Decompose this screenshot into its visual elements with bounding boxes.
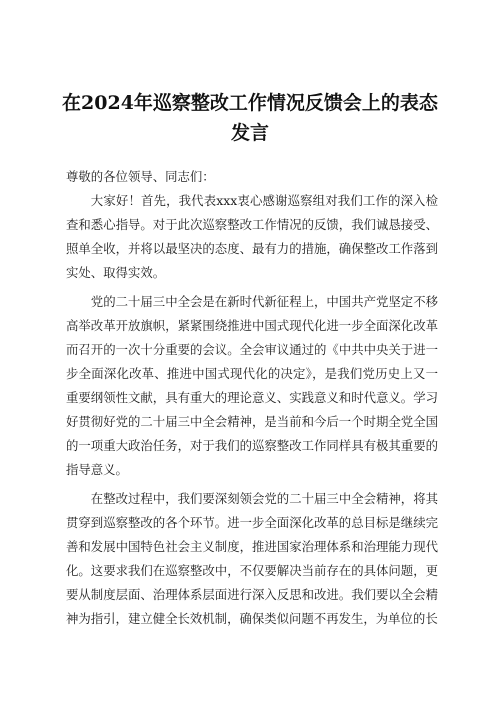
paragraph-1: 大家好！首先，我代表xxx衷心感谢巡察组对我们工作的深入检查和悉心指导。对于此次巡察整改工作情况的反馈，我们诚恳接受、照单全收，并将以最坚决的态度、最有力的措施，确保整改工作落到实处、取得实效。: [66, 193, 438, 280]
paragraph-3: 在整改过程中，我们要深刻领会党的二十届三中全会精神，将其贯穿到巡察整改的各个环节。进一步全面深化改革的总目标是继续完善和发展中国特色社会主义制度，推进国家治理体系和治理能力现代化。这要求我们在巡察整改中，不仅要解决当前存在的具体问题，更要从制度层面、治理体系层面进行深入反思和改进。我们要以全会精神为指引，建立健全长效机制，确保类似问题不再发生，为单位的长: [66, 491, 438, 626]
paragraph-2: 党的二十届三中全会是在新时代新征程上，中国共产党坚定不移高举改革开放旗帜，紧紧围绕推进中国式现代化进一步全面深化改革而召开的一次十分重要的会议。全会审议通过的《中共中央关于进一步全面深化改革、推进中国式现代化的决定》，是我们党历史上又一重要纲领性文献，具有重大的理论意义、实践意义和时代意义。学习好贯彻好党的二十届三中全会精神，是当前和今后一个时期全党全国的一项重大政治任务，对于我们的巡察整改工作同样具有极其重要的指导意义。: [66, 294, 438, 477]
salutation: 尊敬的各位领导、同志们：: [66, 169, 215, 184]
document-title: 在2024年巡察整改工作情况反馈会上的表态发言: [62, 92, 438, 144]
document-body: [66, 165, 438, 636]
